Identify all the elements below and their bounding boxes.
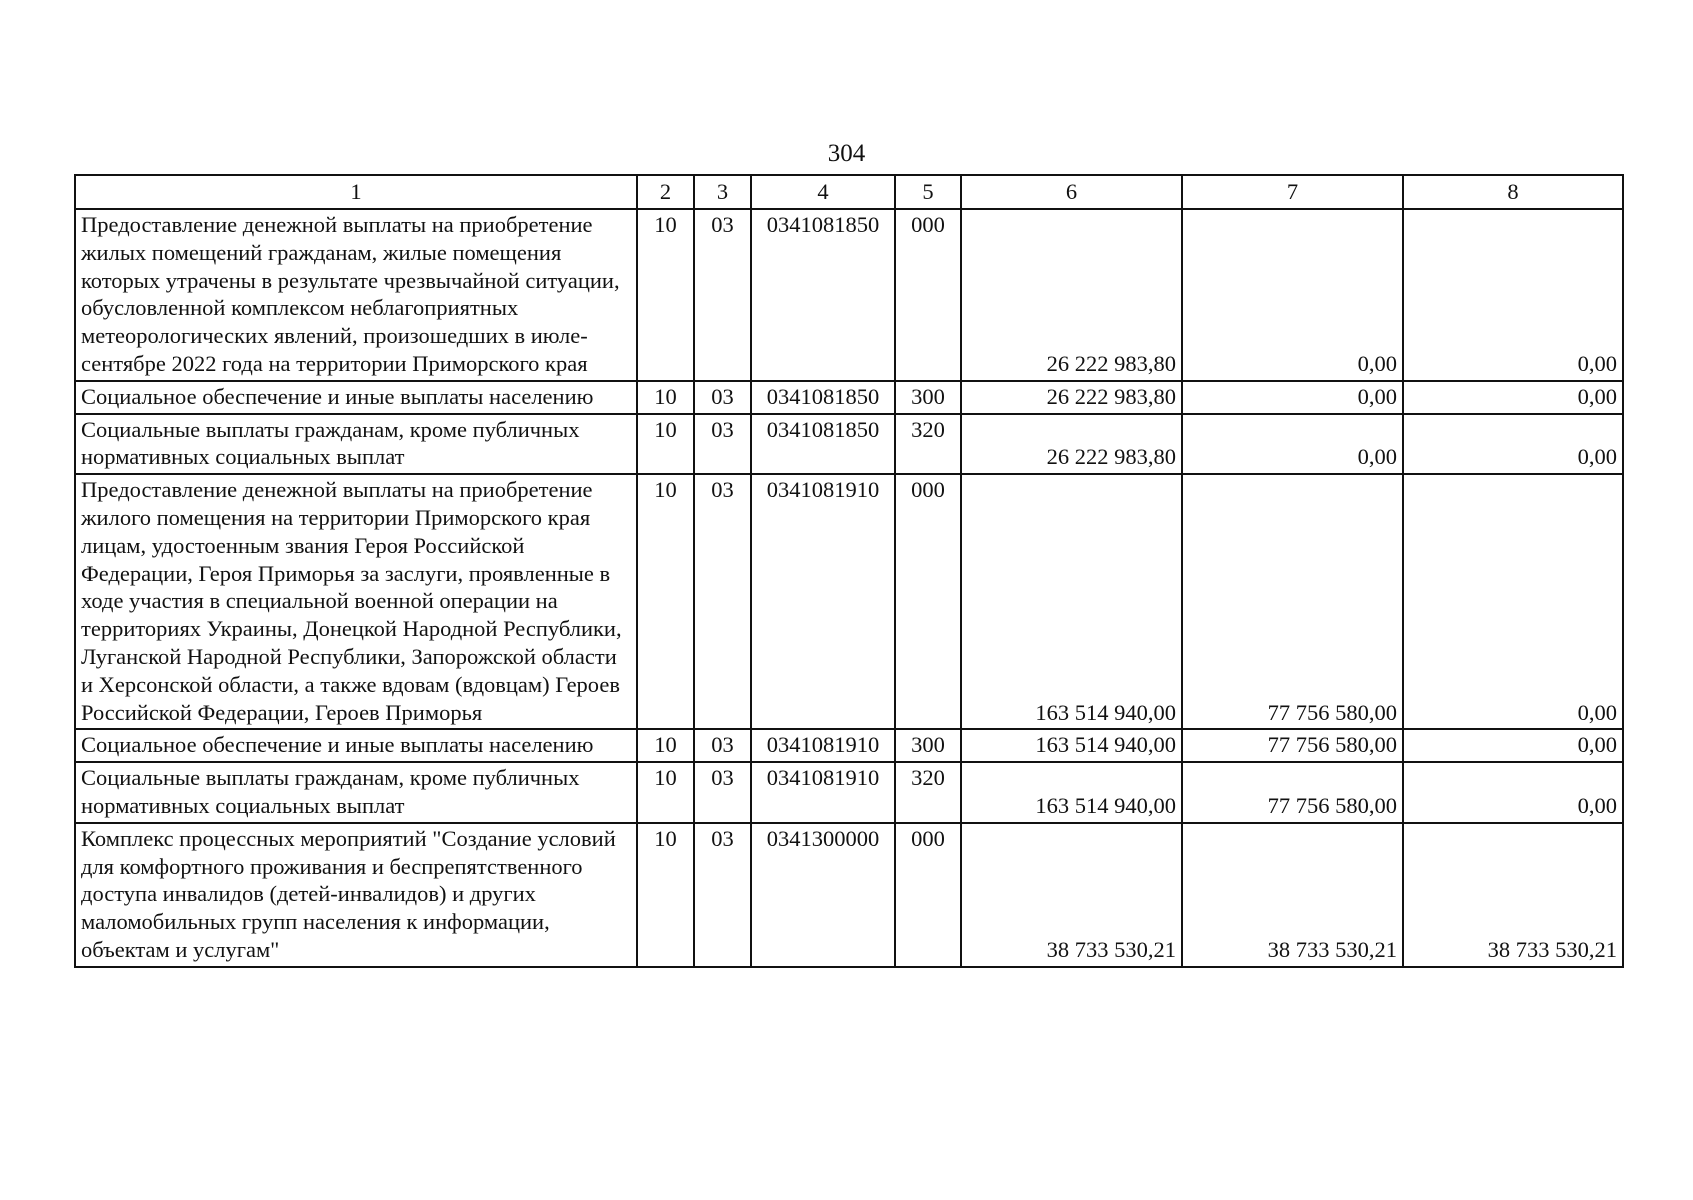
row-expense-type: 000 bbox=[895, 823, 961, 967]
row-subsection: 03 bbox=[694, 762, 751, 823]
row-amount-col7: 0,00 bbox=[1182, 381, 1403, 414]
row-target-code: 0341081850 bbox=[751, 414, 895, 475]
row-target-code: 0341081850 bbox=[751, 381, 895, 414]
table-row bbox=[75, 209, 1623, 381]
column-header: 2 bbox=[637, 175, 694, 209]
column-header: 3 bbox=[694, 175, 751, 209]
budget-table bbox=[74, 174, 1624, 968]
row-amount-col8: 0,00 bbox=[1403, 381, 1623, 414]
row-name: Социальное обеспечение и иные выплаты населению bbox=[75, 729, 637, 762]
table-row bbox=[75, 381, 1623, 414]
column-header: 7 bbox=[1182, 175, 1403, 209]
row-amount-col6: 38 733 530,21 bbox=[961, 823, 1182, 967]
row-name: Предоставление денежной выплаты на приобретение жилых помещений гражданам, жилые помещения которых утрачены в результате чрезвычайной ситуации, обусловленной комплексом неблагоприятных метеорологических явлений, произошедших в июле-сентябре 2022 года на территории Приморского края bbox=[75, 209, 637, 381]
column-header: 6 bbox=[961, 175, 1182, 209]
row-amount-col8: 0,00 bbox=[1403, 762, 1623, 823]
row-amount-col6: 163 514 940,00 bbox=[961, 762, 1182, 823]
row-amount-col6: 26 222 983,80 bbox=[961, 414, 1182, 475]
page-number: 304 bbox=[827, 140, 866, 167]
row-name: Комплекс процессных мероприятий "Создание условий для комфортного проживания и беспрепятственного доступа инвалидов (детей-инвалидов) и других маломобильных групп населения к информации, объектам и услугам" bbox=[75, 823, 637, 967]
column-header: 1 bbox=[75, 175, 637, 209]
row-amount-col6: 26 222 983,80 bbox=[961, 381, 1182, 414]
row-name: Социальные выплаты гражданам, кроме публичных нормативных социальных выплат bbox=[75, 762, 637, 823]
row-amount-col6: 163 514 940,00 bbox=[961, 729, 1182, 762]
row-section: 10 bbox=[637, 823, 694, 967]
row-target-code: 0341081910 bbox=[751, 729, 895, 762]
table-row bbox=[75, 414, 1623, 475]
row-amount-col7: 77 756 580,00 bbox=[1182, 729, 1403, 762]
row-expense-type: 000 bbox=[895, 474, 961, 729]
column-header: 5 bbox=[895, 175, 961, 209]
row-section: 10 bbox=[637, 474, 694, 729]
row-amount-col8: 0,00 bbox=[1403, 729, 1623, 762]
row-subsection: 03 bbox=[694, 381, 751, 414]
row-amount-col8: 0,00 bbox=[1403, 209, 1623, 381]
row-target-code: 0341081910 bbox=[751, 474, 895, 729]
row-section: 10 bbox=[637, 381, 694, 414]
row-amount-col8: 0,00 bbox=[1403, 414, 1623, 475]
row-amount-col7: 77 756 580,00 bbox=[1182, 762, 1403, 823]
row-name: Социальное обеспечение и иные выплаты населению bbox=[75, 381, 637, 414]
row-amount-col7: 0,00 bbox=[1182, 209, 1403, 381]
row-expense-type: 000 bbox=[895, 209, 961, 381]
row-section: 10 bbox=[637, 762, 694, 823]
table-row bbox=[75, 729, 1623, 762]
row-section: 10 bbox=[637, 729, 694, 762]
row-expense-type: 300 bbox=[895, 729, 961, 762]
row-amount-col7: 77 756 580,00 bbox=[1182, 474, 1403, 729]
row-section: 10 bbox=[637, 414, 694, 475]
column-header: 4 bbox=[751, 175, 895, 209]
row-expense-type: 320 bbox=[895, 414, 961, 475]
row-expense-type: 300 bbox=[895, 381, 961, 414]
row-amount-col6: 26 222 983,80 bbox=[961, 209, 1182, 381]
column-header: 8 bbox=[1403, 175, 1623, 209]
row-amount-col8: 0,00 bbox=[1403, 474, 1623, 729]
row-target-code: 0341081910 bbox=[751, 762, 895, 823]
row-subsection: 03 bbox=[694, 823, 751, 967]
row-expense-type: 320 bbox=[895, 762, 961, 823]
row-subsection: 03 bbox=[694, 209, 751, 381]
row-target-code: 0341081850 bbox=[751, 209, 895, 381]
row-subsection: 03 bbox=[694, 474, 751, 729]
row-name: Предоставление денежной выплаты на приобретение жилого помещения на территории Приморского края лицам, удостоенным звания Героя Российской Федерации, Героя Приморья за заслуги, проявленные в ходе участия в специальной военной операции на территориях Украины, Донецкой Народной Республики, Луганской Народной Республики, Запорожской области и Херсонской области, а также вдовам (вдовцам) Героев Российской Федерации, Героев Приморья bbox=[75, 474, 637, 729]
row-subsection: 03 bbox=[694, 414, 751, 475]
row-target-code: 0341300000 bbox=[751, 823, 895, 967]
row-section: 10 bbox=[637, 209, 694, 381]
table-header-row bbox=[75, 175, 1623, 209]
row-subsection: 03 bbox=[694, 729, 751, 762]
row-amount-col6: 163 514 940,00 bbox=[961, 474, 1182, 729]
row-amount-col7: 38 733 530,21 bbox=[1182, 823, 1403, 967]
table-row bbox=[75, 762, 1623, 823]
row-amount-col8: 38 733 530,21 bbox=[1403, 823, 1623, 967]
table-row bbox=[75, 823, 1623, 967]
table-row bbox=[75, 474, 1623, 729]
row-name: Социальные выплаты гражданам, кроме публичных нормативных социальных выплат bbox=[75, 414, 637, 475]
row-amount-col7: 0,00 bbox=[1182, 414, 1403, 475]
